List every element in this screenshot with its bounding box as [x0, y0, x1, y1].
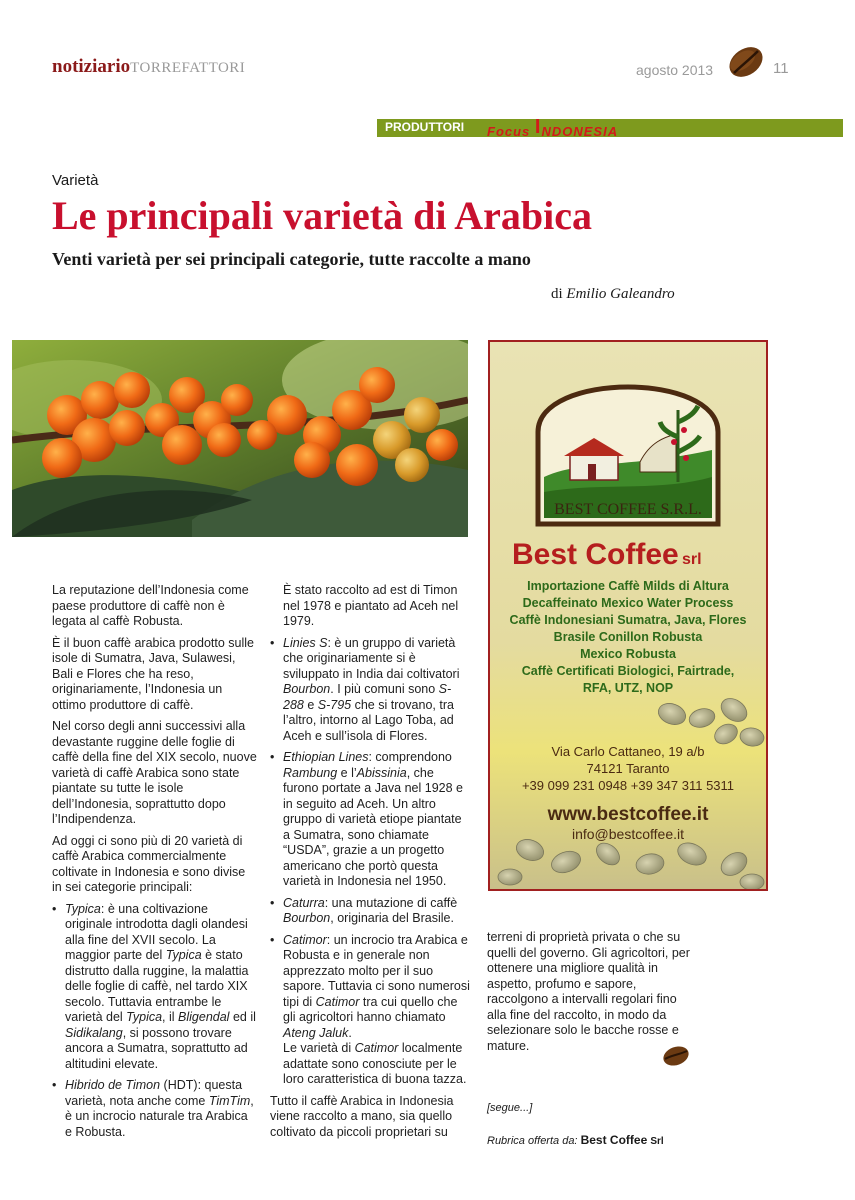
issue-date: agosto 2013: [636, 62, 714, 78]
ad-brand-name: Best Coffee: [512, 538, 679, 571]
continued-note: [segue...]: [487, 1102, 533, 1114]
list-item-ethiopian: • Ethiopian Lines: comprendono Rambung e l’Abissinia, che furono portate a Java nel 1928 e in seguito ad Aceh. Un altro gruppo di varietà etiope piantate a Sumatra, sono chiamate “USDA”, grazie a un progetto americano che portò questa varietà in Indonesia nel 1950.: [270, 750, 472, 890]
country-initial: I: [534, 116, 542, 138]
paragraph: terreni di proprietà privata o che su quelli del governo. Gli agricoltori, per ottenere una migliore qualità in aspetto, profumo e sapore, raccolgono a intervalli regolari fino alla fine del raccolto, in modo da selezionare solo le bacche rosse e mature.: [487, 930, 690, 1053]
ad-service-3: Caffè Indonesiani Sumatra, Java, Flores: [509, 613, 747, 627]
variety-list-continued: [270, 636, 472, 1088]
focus-word: Focus: [487, 124, 531, 139]
section-label: PRODUTTORI: [385, 120, 465, 134]
byline-prefix: di: [551, 286, 563, 302]
ad-service-7: RFA, UTZ, NOP: [582, 681, 674, 695]
paragraph: Tutto il caffè Arabica in Indonesia viene raccolto a mano, sia quello coltivato da piccoli proprietari su: [270, 1093, 454, 1139]
list-item-caturra: • Caturra: una mutazione di caffè Bourbon, originaria del Brasile.: [270, 896, 472, 927]
list-item-typica: • Typica: è una coltivazione originale introdotta dagli olandesi alla fine del XVII secolo. La maggior parte del Typica è stato distrutto dalla ruggine, la malattia delle foglie di caffè, nel tardo XIX secolo. Tuttavia entrambe le varietà del Typica, il Bligendal ed il Sidikalang, si possono trovare ancora a Sumatra, soprattutto ad altitudini elevate.: [52, 902, 257, 1073]
ad-service-5: Mexico Robusta: [580, 647, 676, 661]
ad-city: 74121 Taranto: [586, 761, 670, 776]
ad-service-2: Decaffeinato Mexico Water Process: [522, 596, 734, 610]
byline: [551, 286, 675, 303]
paragraph: La reputazione dell’Indonesia come paese produttore di caffè non è legata al caffè Robusta.: [52, 583, 249, 628]
list-item-catimor: • Catimor: un incrocio tra Arabica e Robusta e in generale non apprezzato molto per il suo sapore. Tuttavia ci sono numerosi tipi di Catimor tra cui quello che gli agricoltori hanno chiamato Ateng Jaluk. Le varietà di Catimor localmente adattate sono conosciute per le loro caratteristica di buona tazza.: [270, 933, 472, 1088]
ad-brand-suffix: srl: [682, 551, 702, 568]
ad-service-4: Brasile Conillon Robusta: [553, 630, 703, 644]
ad-logo-text: BEST COFFEE S.R.L.: [554, 501, 702, 518]
ad-email: info@bestcoffee.it: [571, 826, 685, 842]
coffee-cherries-photo: [12, 340, 468, 537]
paragraph: È stato raccolto ad est di Timon nel 1978 e piantato ad Aceh nel 1979.: [283, 583, 459, 628]
brand-main: notiziario: [52, 56, 131, 77]
article-column-3: [487, 930, 692, 1060]
author-name: Emilio Galeandro: [566, 286, 675, 302]
ad-address: Via Carlo Cattaneo, 19 a/b: [551, 744, 705, 759]
sponsor-credit: Rubrica offerta da: Best Coffee Srl: [487, 1133, 664, 1147]
list-item-linies: • Linies S: è un gruppo di varietà che originariamente si è sviluppato in India dai coltivatori Bourbon. I più comuni sono S-288 e S-795 che si trovano, tra l’altro, intorno al Lago Toba, ad Aceh e sull’isola di Flores.: [270, 636, 472, 745]
publication-masthead: [52, 56, 245, 78]
paragraph: Ad oggi ci sono più di 20 varietà di caffè Arabica commercialmente coltivate in Indonesia e sono divise in sei categorie principali:: [52, 833, 246, 894]
best-coffee-advertisement: [488, 340, 768, 891]
variety-list: [52, 902, 257, 1141]
paragraph: Nel corso degli anni successivi alla devastante ruggine delle foglie di caffè della fine del XIX secolo, nuove varietà di caffè Arabica sono state piantate su tutte le isole dell’Indonesia, soprattutto dopo l’Indipendenza.: [52, 719, 257, 826]
ad-website: www.bestcoffee.it: [547, 804, 709, 825]
coffee-bean-icon: [726, 45, 766, 79]
article-kicker: Varietà: [52, 172, 99, 189]
ad-service-6: Caffè Certificati Biologici, Fairtrade,: [521, 664, 735, 678]
section-focus: [487, 116, 619, 142]
country-rest: NDONESIA: [541, 124, 619, 139]
coffee-bean-icon: [662, 1043, 690, 1069]
list-item-hibrido: • Hibrido de Timon (HDT): questa varietà, nota anche come TimTim, è un incrocio naturale tra Arabica e Robusta.: [52, 1078, 257, 1140]
article-column-2: [270, 583, 472, 1146]
article-subtitle: Venti varietà per sei principali categorie, tutte raccolte a mano: [52, 249, 531, 269]
ad-service-1: Importazione Caffè Milds di Altura: [527, 579, 729, 593]
ad-phones: +39 099 231 0948 +39 347 311 5311: [521, 778, 735, 793]
article-title: Le principali varietà di Arabica: [52, 193, 592, 238]
article-column-1: [52, 583, 257, 1146]
brand-sub: TORREFATTORI: [130, 60, 246, 76]
paragraph: È il buon caffè arabica prodotto sulle isole di Sumatra, Java, Sulawesi, Bali e Flores che ha reso, originariamente, l’Indonesia un ottimo produttore di caffè.: [52, 635, 254, 712]
section-bar: [377, 116, 843, 139]
page-number: 11: [773, 60, 789, 77]
